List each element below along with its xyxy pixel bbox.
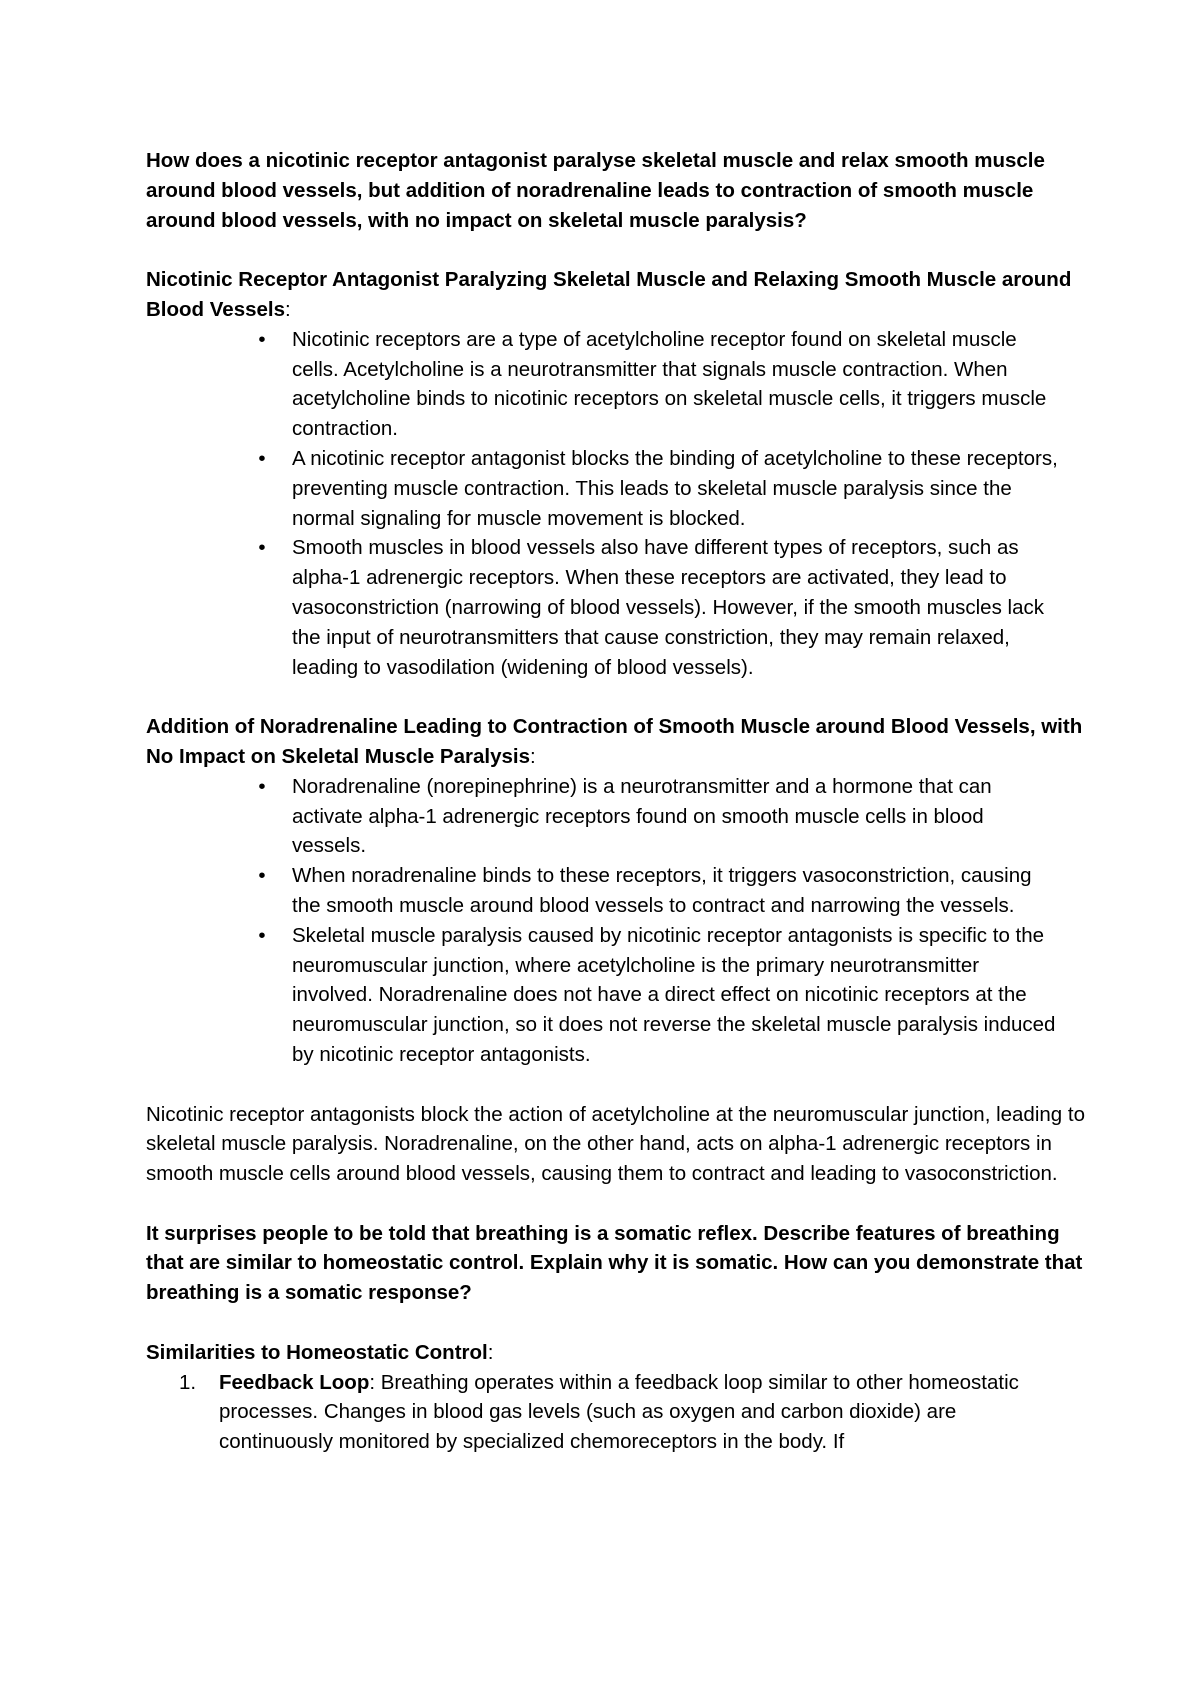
section-1-bullet-list (146, 325, 1100, 683)
list-item (258, 921, 1100, 1070)
section-2-heading (146, 712, 1100, 772)
bullet-icon: • (258, 864, 266, 888)
list-item-text: Smooth muscles in blood vessels also have different types of receptors, such as alpha-1 adrenergic receptors. When these receptors are activated, they lead to vasoconstriction (narrowing of blood vessels). However, if the smooth muscles lack the input of neurotransmitters that cause constriction, they may remain relaxed, leading to vasodilation (widening of blood vessels). (292, 536, 1044, 679)
bullet-icon: • (258, 923, 266, 947)
list-item (258, 444, 1100, 533)
list-item-title: Feedback Loop (219, 1370, 370, 1394)
bullet-icon: • (258, 536, 266, 560)
section-3-heading-text: Similarities to Homeostatic Control (146, 1340, 488, 1364)
question-1: How does a nicotinic receptor antagonist paralyse skeletal muscle and relax smooth muscle around blood vessels, but addition of noradrenaline leads to contraction of smooth muscle around blood vessels, with no impact on skeletal muscle paralysis? (146, 149, 1045, 232)
section-3-heading (146, 1338, 1100, 1368)
list-item-text: Skeletal muscle paralysis caused by nicotinic receptor antagonists is specific to the neuromuscular junction, where acetylcholine is the primary neurotransmitter involved. Noradrenaline does not have a direct effect on nicotinic receptors at the neuromuscular junction, so it does not reverse the skeletal muscle paralysis induced by nicotinic receptor antagonists. (292, 923, 1056, 1066)
section-2-heading-text: Addition of Noradrenaline Leading to Contraction of Smooth Muscle around Blood Vessels, with No Impact on Skeletal Muscle Paralysis (146, 715, 1083, 768)
list-item-title-colon: : (369, 1370, 376, 1394)
section-3-heading-colon: : (487, 1340, 494, 1364)
question-2: It surprises people to be told that breathing is a somatic reflex. Describe features of breathing that are similar to homeostatic control. Explain why it is somatic. How can you demonstrate that breathing is a somatic response? (146, 1221, 1083, 1305)
section-3-numbered-list (146, 1368, 1100, 1457)
list-item-text: Nicotinic receptors are a type of acetylcholine receptor found on skeletal muscle cells. Acetylcholine is a neurotransmitter that signals muscle contraction. When acetylcholine binds to nicotinic receptors on skeletal muscle cells, it triggers muscle contraction. (292, 327, 1047, 441)
list-item-number: 1. (179, 1370, 197, 1394)
summary-paragraph: Nicotinic receptor antagonists block the action of acetylcholine at the neuromuscular junction, leading to skeletal muscle paralysis. Noradrenaline, on the other hand, acts on alpha-1 adrenergic receptors in smooth muscle cells around blood vessels, causing them to contract and leading to vasoconstriction. (146, 1102, 1085, 1186)
section-1-heading-colon: : (285, 297, 291, 321)
section-2-heading-colon: : (529, 744, 536, 768)
section-2-bullet-list (146, 772, 1100, 1070)
bullet-icon: • (258, 327, 266, 351)
list-item-text: When noradrenaline binds to these receptors, it triggers vasoconstriction, causing the smooth muscle around blood vessels to contract and narrowing the vessels. (292, 864, 1032, 917)
section-1-heading (146, 265, 1100, 325)
bullet-icon: • (258, 774, 266, 798)
list-item-text: A nicotinic receptor antagonist blocks the binding of acetylcholine to these receptors, preventing muscle contraction. This leads to skeletal muscle paralysis since the normal signaling for muscle movement is blocked. (292, 446, 1058, 530)
list-item-text: Noradrenaline (norepinephrine) is a neurotransmitter and a hormone that can activate alpha-1 adrenergic receptors found on smooth muscle cells in blood vessels. (292, 774, 992, 858)
section-1-heading-text: Nicotinic Receptor Antagonist Paralyzing Skeletal Muscle and Relaxing Smooth Muscle around Blood Vessels (146, 268, 1072, 321)
list-item (258, 533, 1100, 682)
list-item (258, 772, 1100, 861)
list-item (179, 1368, 1100, 1457)
bullet-icon: • (258, 446, 266, 470)
list-item (258, 325, 1100, 444)
list-item (258, 861, 1100, 921)
list-item-text: Breathing operates within a feedback loop similar to other homeostatic processes. Changes in blood gas levels (such as oxygen and carbon dioxide) are continuously monitored by specialized chemoreceptors in the body. If (219, 1370, 1019, 1454)
